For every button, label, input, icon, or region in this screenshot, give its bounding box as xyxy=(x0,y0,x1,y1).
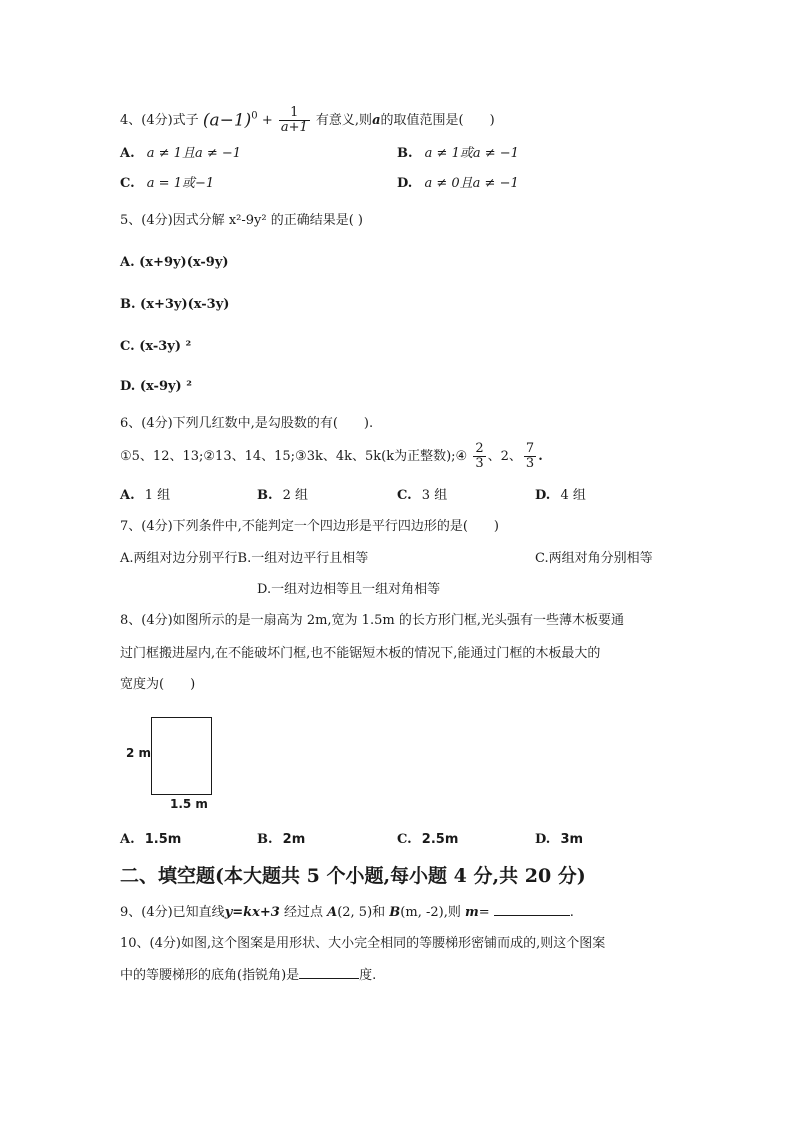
q6-sep: 、2、 xyxy=(487,449,522,464)
option-text: 3m xyxy=(560,832,584,847)
door-width-label: 1.5 m xyxy=(170,797,208,811)
option-text: a ≠ 1或a ≠ −1 xyxy=(424,146,519,161)
q6-option-a xyxy=(120,487,170,505)
option-label: A. xyxy=(120,146,135,161)
option-text: 1 组 xyxy=(144,488,171,503)
q5-option-d xyxy=(120,378,192,396)
q9-eqsign: = xyxy=(478,905,494,920)
q9-prefix: 9、(4分)已知直线 xyxy=(120,905,225,920)
option-label: A. xyxy=(120,488,135,503)
option-label: C. xyxy=(397,488,412,503)
q9-answer-blank[interactable] xyxy=(494,903,570,916)
option-text: (x+3y)(x-3y) xyxy=(140,297,230,312)
q8-option-c xyxy=(397,831,458,849)
q10-line-1: 10、(4分)如图,这个图案是用形状、大小完全相同的等腰梯形密铺而成的,则这个图案 xyxy=(120,936,606,951)
q4-suffix-a: 有意义,则 xyxy=(315,113,373,128)
option-text: 2m xyxy=(282,832,306,847)
q4-suffix-b: 的取值范围是( ) xyxy=(380,113,495,128)
q5-stem: 5、(4分)因式分解 x²-9y² 的正确结果是( ) xyxy=(120,213,363,228)
q9-end: . xyxy=(569,905,574,920)
q8-option-a xyxy=(120,831,181,849)
q4-stem xyxy=(120,106,495,135)
q4-option-a xyxy=(120,145,241,163)
q4-option-d xyxy=(397,175,519,193)
q8-line-2: 过门框搬进屋内,在不能破坏门框,也不能锯短木板的情况下,能通过门框的木板最大的 xyxy=(120,646,601,661)
option-label: A. xyxy=(120,255,135,270)
q6-option-c xyxy=(397,487,447,505)
q4-stem-prefix: 4、(4分)式子 xyxy=(120,113,199,128)
option-text: (x-9y) ² xyxy=(139,379,192,394)
q9-mid: 经过点 xyxy=(279,905,328,920)
option-label: D. xyxy=(535,832,551,847)
option-label: D. xyxy=(397,176,413,191)
q6-frac1-den: 3 xyxy=(475,456,484,471)
q9-point-a-coord: (2, 5)和 xyxy=(337,905,390,920)
q9-stem xyxy=(120,903,574,922)
option-text: a = 1或−1 xyxy=(146,176,215,191)
option-text: 2 组 xyxy=(282,488,309,503)
q10-line2-b: 度. xyxy=(359,968,377,983)
door-frame-rect xyxy=(151,717,212,795)
option-label: B. xyxy=(120,297,136,312)
q6-option-d xyxy=(535,487,586,505)
option-text: 4 组 xyxy=(560,488,586,503)
q6-stem: 6、(4分)下列几红数中,是勾股数的有( ). xyxy=(120,416,374,431)
q4-frac-den: a+1 xyxy=(280,120,308,135)
q6-frac2-num: 7 xyxy=(525,441,535,456)
q9-point-a: A xyxy=(327,905,338,920)
q8-option-b xyxy=(257,831,305,849)
q7-option-d: D.一组对边相等且一组对角相等 xyxy=(257,582,441,597)
q4-plus: + xyxy=(261,113,273,128)
q10-answer-blank[interactable] xyxy=(299,966,359,979)
q4-option-b xyxy=(397,145,519,163)
option-label: B. xyxy=(257,832,273,847)
q6-items xyxy=(120,442,543,471)
q5-option-c xyxy=(120,338,191,356)
q6-fraction-1 xyxy=(473,442,485,471)
q6-frac2-den: 3 xyxy=(525,456,535,471)
q7-options-ab: A.两组对边分别平行B.一组对边平行且相等 xyxy=(120,551,369,566)
door-height-label: 2 m xyxy=(126,746,152,760)
q5-option-b xyxy=(120,296,229,314)
option-text: a ≠ 0且a ≠ −1 xyxy=(424,176,519,191)
option-label: B. xyxy=(397,146,413,161)
q6-frac1-num: 2 xyxy=(475,441,484,456)
option-text: a ≠ 1且a ≠ −1 xyxy=(146,146,242,161)
q4-frac-num: 1 xyxy=(279,106,310,121)
q7-stem: 7、(4分)下列条件中,不能判定一个四边形是平行四边形的是( ) xyxy=(120,519,499,534)
option-label: C. xyxy=(120,339,135,354)
q5-option-a xyxy=(120,254,229,272)
q4-expr-exp: 0 xyxy=(251,110,258,122)
section-2-title: 二、填空题(本大题共 5 个小题,每小题 4 分,共 20 分) xyxy=(120,865,586,887)
q10-line-2 xyxy=(120,966,376,985)
door-frame-figure xyxy=(118,712,228,816)
option-text: 2.5m xyxy=(421,832,459,847)
option-label: B. xyxy=(257,488,273,503)
q6-items-prefix: ①5、12、13;②13、14、15;③3k、4k、5k(k为正整数);④ xyxy=(120,449,468,464)
q8-option-d xyxy=(535,831,583,849)
q4-option-c xyxy=(120,175,214,193)
q4-expr-base: (a−1) xyxy=(202,110,252,131)
option-label: C. xyxy=(120,176,135,191)
option-text: 3 组 xyxy=(421,488,448,503)
option-label: D. xyxy=(120,379,136,394)
q9-point-b-coord: (m, -2),则 xyxy=(400,905,465,920)
q9-m: m xyxy=(464,905,479,920)
q8-line-3: 宽度为( ) xyxy=(120,677,196,692)
q8-line-1: 8、(4分)如图所示的是一扇高为 2m,宽为 1.5m 的长方形门框,光头强有一些薄木板要通 xyxy=(120,613,624,628)
option-text: (x-3y) ² xyxy=(139,339,192,354)
option-text: (x+9y)(x-9y) xyxy=(139,255,229,270)
option-label: C. xyxy=(397,832,412,847)
q6-fraction-2 xyxy=(524,442,536,471)
q10-line2-a: 中的等腰梯形的底角(指锐角)是 xyxy=(120,968,300,983)
q6-end: . xyxy=(538,449,543,464)
q7-option-c: C.两组对角分别相等 xyxy=(535,551,653,566)
q6-option-b xyxy=(257,487,308,505)
option-text: 1.5m xyxy=(144,832,182,847)
option-label: D. xyxy=(535,488,551,503)
q9-equation: y=kx+3 xyxy=(224,905,280,920)
q4-fraction xyxy=(279,106,310,135)
option-label: A. xyxy=(120,832,135,847)
q4-var: a xyxy=(372,113,381,128)
q9-point-b: B xyxy=(389,905,401,920)
